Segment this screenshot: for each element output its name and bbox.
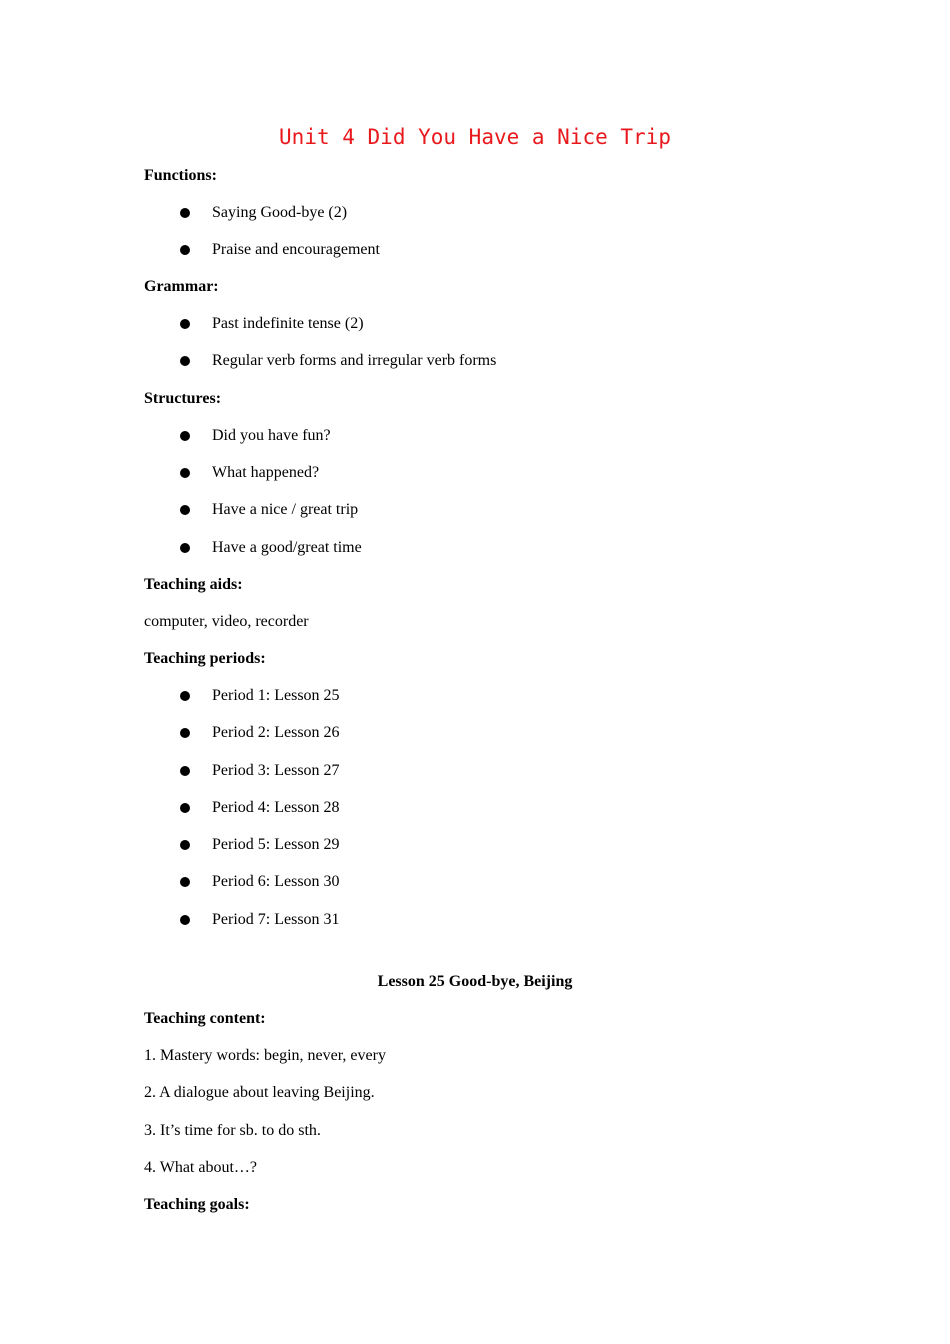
period-item-text: Period 3: Lesson 27 <box>212 762 340 779</box>
functions-item-text: Praise and encouragement <box>212 241 380 258</box>
structures-item-text: Have a good/great time <box>212 539 362 556</box>
structures-item <box>0 499 950 521</box>
teaching-aids-text: computer, video, recorder <box>144 613 309 630</box>
teaching-aids-heading: Teaching aids: <box>144 576 243 593</box>
period-item-text: Period 1: Lesson 25 <box>212 687 340 704</box>
bullet-icon <box>180 245 190 255</box>
structures-item-text: What happened? <box>212 464 320 481</box>
grammar-heading: Grammar: <box>144 278 219 295</box>
bullet-icon <box>180 319 190 329</box>
bullet-icon <box>180 431 190 441</box>
period-item <box>0 760 950 782</box>
bullet-icon <box>180 505 190 515</box>
period-item <box>0 909 950 931</box>
period-item-text: Period 6: Lesson 30 <box>212 873 340 890</box>
bullet-icon <box>180 208 190 218</box>
structures-item <box>0 425 950 447</box>
bullet-icon <box>180 766 190 776</box>
bullet-icon <box>180 915 190 925</box>
functions-heading: Functions: <box>144 167 217 184</box>
functions-item-text: Saying Good-bye (2) <box>212 204 348 221</box>
period-item <box>0 685 950 707</box>
period-item-text: Period 7: Lesson 31 <box>212 911 340 928</box>
lesson-title: Lesson 25 Good-bye, Beijing <box>377 973 573 990</box>
teaching-content-item: 4. What about…? <box>144 1159 258 1176</box>
bullet-icon <box>180 468 190 478</box>
teaching-periods-heading: Teaching periods: <box>144 650 266 667</box>
structures-item <box>0 462 950 484</box>
grammar-item <box>0 313 950 335</box>
bullet-icon <box>180 803 190 813</box>
bullet-icon <box>180 840 190 850</box>
grammar-item-text: Past indefinite tense (2) <box>212 315 364 332</box>
period-item <box>0 834 950 856</box>
structures-item <box>0 537 950 559</box>
structures-item-text: Did you have fun? <box>212 427 331 444</box>
structures-heading: Structures: <box>144 390 222 407</box>
teaching-goals-heading: Teaching goals: <box>144 1196 250 1213</box>
period-item-text: Period 4: Lesson 28 <box>212 799 340 816</box>
period-item <box>0 722 950 744</box>
functions-item <box>0 202 950 224</box>
period-item <box>0 797 950 819</box>
functions-item <box>0 239 950 261</box>
bullet-icon <box>180 691 190 701</box>
bullet-icon <box>180 877 190 887</box>
document-title: Unit 4 Did You Have a Nice Trip <box>279 125 671 149</box>
bullet-icon <box>180 543 190 553</box>
grammar-item <box>0 350 950 372</box>
teaching-content-item: 3. It’s time for sb. to do sth. <box>144 1122 321 1139</box>
structures-item-text: Have a nice / great trip <box>212 501 359 518</box>
period-item <box>0 871 950 893</box>
bullet-icon <box>180 728 190 738</box>
period-item-text: Period 2: Lesson 26 <box>212 724 340 741</box>
teaching-content-item: 2. A dialogue about leaving Beijing. <box>144 1084 375 1101</box>
teaching-content-item: 1. Mastery words: begin, never, every <box>144 1047 386 1064</box>
bullet-icon <box>180 356 190 366</box>
grammar-item-text: Regular verb forms and irregular verb forms <box>212 352 497 369</box>
period-item-text: Period 5: Lesson 29 <box>212 836 340 853</box>
teaching-content-heading: Teaching content: <box>144 1010 266 1027</box>
